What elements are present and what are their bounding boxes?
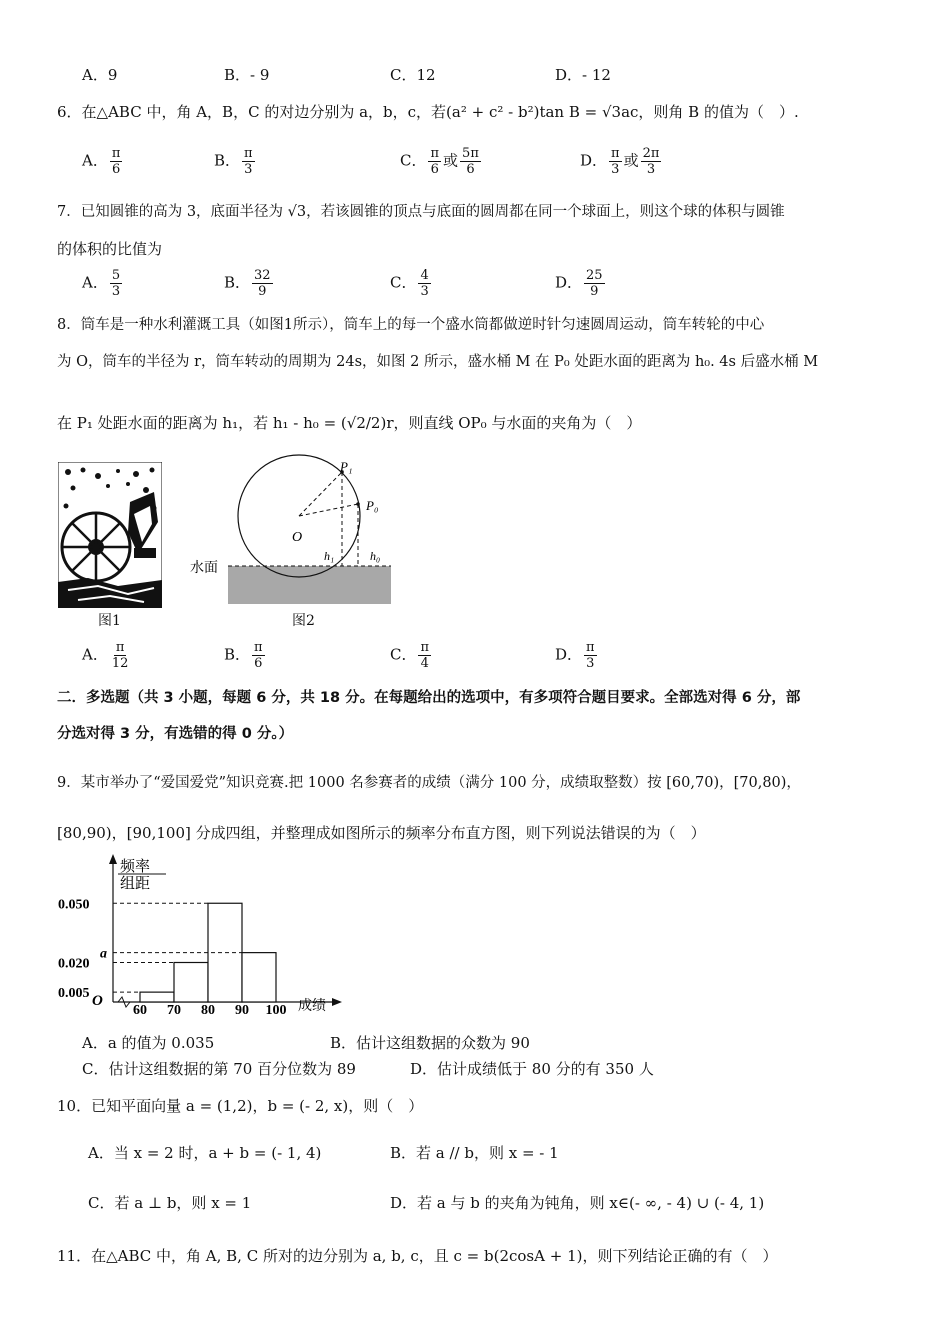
wheel-geometry-diagram [186,454,396,610]
q8-option-d: D． $\frac{\pi}{3}$ [555,640,595,671]
q8-option-b: B． $\frac{\pi}{6}$ [224,640,263,671]
q8-line-3: 在 P₁ 处距水面的距离为 h₁，若 h₁ - h₀ = (√2/2)r，则直线 OP₀ 与水面的夹角为（ ） [57,414,642,432]
y-tick-label: a [100,946,107,962]
label-o: O [292,530,303,545]
q6-stem: 6．在△ABC 中，角 A，B，C 的对边分别为 a，b，c，若(a² + c² - b²)tan B = √3ac，则角 B 的值为（ ）. [57,103,799,121]
label-h0: h₀ [370,549,381,563]
q7-option-c: C． $\frac{4}{3}$ [390,268,429,299]
q6-option-c: C． $\frac{\pi}{6}$ 或 $\frac{5\pi}{6}$ [400,146,479,177]
waterwheel-illustration [58,462,162,608]
q7-line-1: 7．已知圆锥的高为 3，底面半径为 √3，若该圆锥的顶点与底面的圆周都在同一个球面上，则这个球的体积与圆锥 [57,204,785,220]
q10-option-b: B．若 a // b，则 x = - 1 [390,1144,559,1162]
y-label-bottom: 组距 [120,876,151,892]
x-tick-label: 80 [201,1003,215,1014]
q5-option-d: D．- 12 [555,66,611,84]
y-axis-arrow [109,854,117,864]
q10-option-a: A．当 x = 2 时，a + b = (- 1, 4) [88,1144,322,1162]
label-water: 水面 [190,561,218,576]
frequency-histogram [52,852,352,1014]
label-p1: P₁ [340,459,353,474]
q9-line-2: [80,90)，[90,100] 分成四组，并整理成如图所示的频率分布直方图，则下列说法错误的为（ ） [57,824,706,842]
q7-option-a: A． $\frac{5}{3}$ [82,268,121,299]
q8-option-a: A． $\frac{\pi}{12}$ [82,640,129,671]
x-tick-label: 100 [265,1003,287,1014]
q8-line-1: 8．筒车是一种水利灌溉工具（如图1所示），筒车上的每一个盛水筒都做逆时针匀速圆周运动，筒车转轮的中心 [57,317,765,333]
figure-2-caption: 图2 [292,613,315,629]
y-label-top: 频率 [120,859,151,875]
y-tick-label: 0.050 [58,897,90,913]
q5-option-c: C．12 [390,66,436,84]
q9-option-d: D．估计成绩低于 80 分的有 350 人 [410,1060,654,1078]
label-h1: h₁ [324,549,335,563]
y-tick-label: 0.005 [58,986,90,1002]
q9-option-c: C．估计这组数据的第 70 百分位数为 89 [82,1060,356,1078]
q11-stem: 11．在△ABC 中，角 A, B, C 所对的边分别为 a, b, c，且 c = b(2cosA + 1)，则下列结论正确的有（ ） [57,1247,778,1265]
x-axis-arrow [332,998,342,1006]
q7-option-d: D． $\frac{25}{9}$ [555,268,603,299]
histogram-bar [140,992,174,1002]
origin-label: O [92,993,103,1009]
q5-option-a: A．9 [82,66,118,84]
q10-option-d: D．若 a 与 b 的夹角为钝角，则 x∈(- ∞, - 4) ∪ (- 4, 1) [390,1194,765,1212]
q9-option-b: B．估计这组数据的众数为 90 [330,1034,530,1052]
figure-1-caption: 图1 [98,613,121,629]
y-tick-label: 0.020 [58,956,90,972]
water-region [228,566,391,604]
q8-line-2: 为 O，筒车的半径为 r，筒车转动的周期为 24s，如图 2 所示，盛水桶 M 在 P₀ 处距水面的距离为 h₀. 4s 后盛水桶 M [57,354,819,370]
q10-stem: 10．已知平面向量 a = (1,2)，b = (- 2, x)，则（ ） [57,1097,424,1115]
x-axis-label: 成绩 [298,999,326,1014]
x-tick-label: 90 [235,1003,249,1014]
x-tick-label: 60 [133,1003,147,1014]
q6-option-b: B． $\frac{\pi}{3}$ [214,146,253,177]
q7-option-b: B． $\frac{32}{9}$ [224,268,271,299]
histogram-bar [242,953,276,1002]
q7-line-2: 的体积的比值为 [57,240,163,258]
section-2-heading-line-2: 分选对得 3 分，有选错的得 0 分。） [57,726,294,742]
histogram-bar [174,963,208,1003]
q5-option-b: B．- 9 [224,66,270,84]
q9-line-1: 9．某市举办了“爱国爱党”知识竞赛.把 1000 名参赛者的成绩（满分 100 分，成绩取整数）按 [60,70)，[70,80)， [57,775,801,791]
q6-option-d: D． $\frac{\pi}{3}$ 或 $\frac{2\pi}{3}$ [580,146,660,177]
x-tick-label: 70 [167,1003,181,1014]
q6-option-a: A． $\frac{\pi}{6}$ [82,146,121,177]
q9-option-a: A．a 的值为 0.035 [82,1034,215,1052]
section-2-heading-line-1: 二．多选题（共 3 小题，每题 6 分，共 18 分。在每题给出的选项中，有多项符合题目要求。全部选对得 6 分，部 [57,690,801,706]
q10-option-c: C．若 a ⊥ b，则 x = 1 [88,1194,252,1212]
q8-option-c: C． $\frac{\pi}{4}$ [390,640,430,671]
label-p0: P₀ [366,498,379,513]
